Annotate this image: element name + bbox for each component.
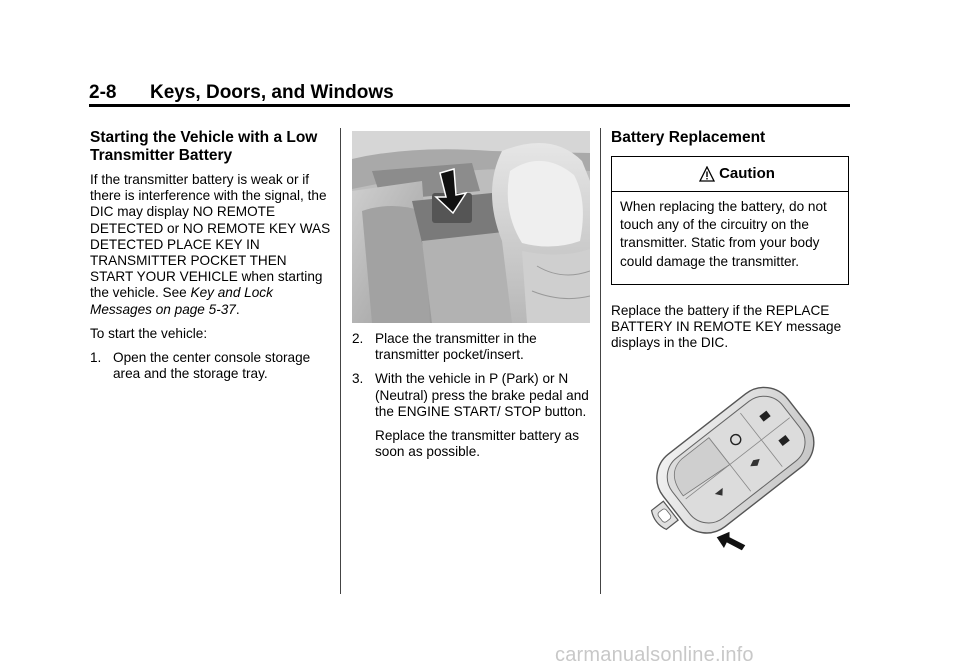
- header-rule: [89, 104, 850, 107]
- key-fob-illustration: [630, 365, 840, 561]
- low-battery-heading: Starting the Vehicle with a Low Transmitter Battery: [90, 129, 318, 164]
- step-1: [90, 350, 332, 382]
- paragraph-text: If the transmitter battery is weak or if there is interference with the signal, the DIC may display NO REMOTE DETECTED or NO REMOTE KEY WAS DETECTED PLACE KEY IN TRANSMITTER POCKET THEN START YOUR VEHICLE when starting the vehicle. See: [90, 172, 331, 301]
- step-1-text: Open the center console storage area and the storage tray.: [113, 350, 311, 382]
- column-3: [611, 129, 851, 147]
- start-intro: To start the vehicle:: [90, 325, 208, 341]
- low-battery-paragraph: [90, 172, 332, 318]
- paragraph-end: .: [235, 301, 240, 317]
- column-divider-1: [340, 128, 341, 594]
- console-pocket-illustration: [352, 131, 590, 323]
- page-number: 2-8: [89, 82, 117, 103]
- caution-box: [611, 156, 849, 285]
- step-3-text: With the vehicle in P (Park) or N (Neutral) press the brake pedal and the ENGINE START/ STOP button.: [375, 371, 589, 419]
- warning-triangle-icon: [699, 166, 715, 182]
- step-3: [352, 371, 592, 420]
- caution-title: Caution: [719, 165, 775, 182]
- caution-header: [612, 157, 848, 192]
- column-1: [90, 129, 332, 382]
- step-2: [352, 331, 592, 363]
- step-2-number: 2.: [352, 331, 364, 346]
- section-title: Keys, Doors, and Windows: [150, 82, 394, 103]
- step-3-number: 3.: [352, 371, 364, 387]
- battery-paragraph-block: [611, 303, 853, 352]
- watermark: carmanualsonline.info: [555, 644, 754, 666]
- step-2-text: Place the transmitter in the transmitter pocket/insert.: [375, 331, 537, 363]
- key-lock-messages-link[interactable]: Key and Lock Messages on page 5-37: [90, 285, 273, 317]
- page-header: [89, 82, 849, 104]
- column-2: [352, 331, 592, 460]
- battery-paragraph: Replace the battery if the REPLACE BATTERY IN REMOTE KEY message displays in the DIC.: [611, 303, 842, 351]
- battery-replacement-heading: Battery Replacement: [611, 129, 766, 146]
- step-1-number: 1.: [90, 350, 102, 366]
- caution-text: When replacing the battery, do not touch any of the circuitry on the transmitter. Static from your body could damage the transmitter.: [620, 199, 827, 269]
- step-3-note: Replace the transmitter battery as soon as possible.: [375, 428, 579, 460]
- column-divider-2: [600, 128, 601, 594]
